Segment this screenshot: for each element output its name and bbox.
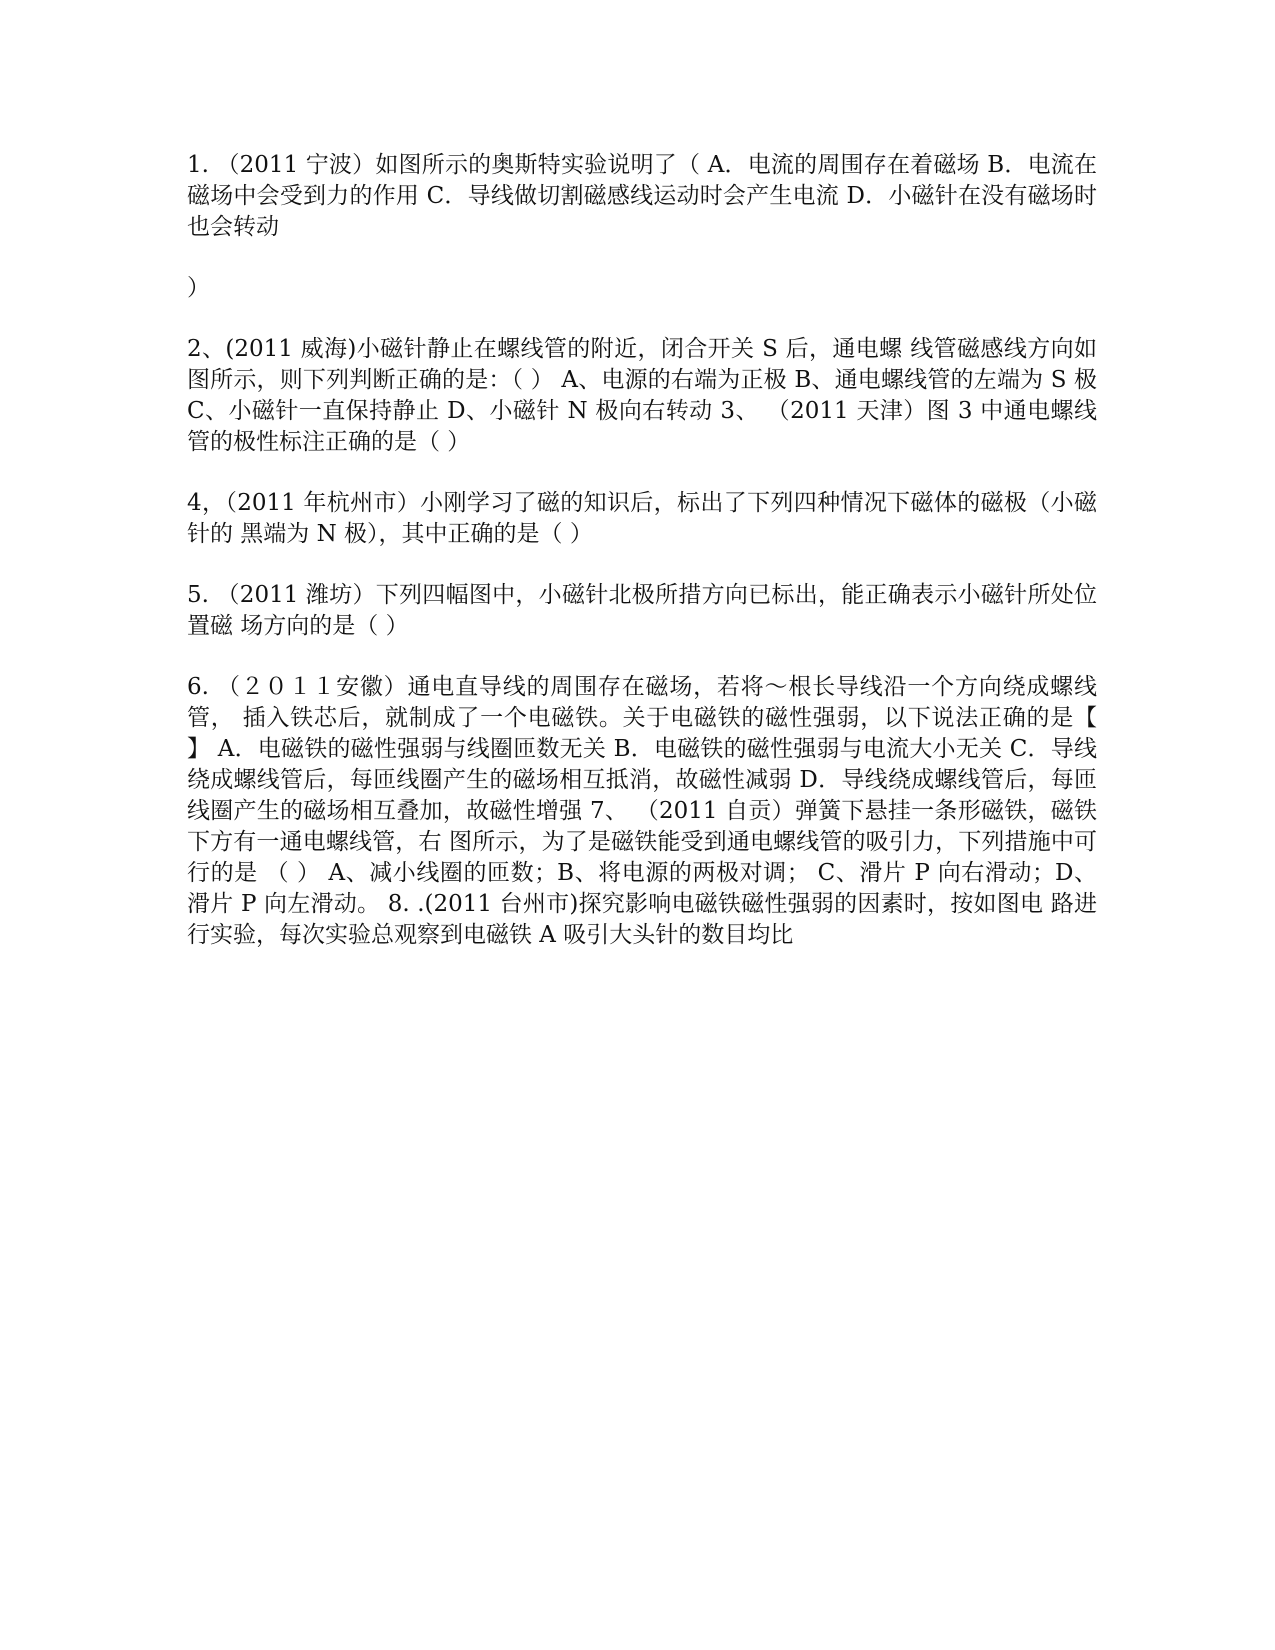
- question-1: 1. （2011 宁波）如图所示的奥斯特实验说明了（ A．电流的周围存在着磁场 B．电流在磁场中会受到力的作用 C．导线做切割磁感线运动时会产生电流 D．小磁针在没有磁场时也会转动: [187, 152, 1097, 240]
- questions-6-8: 6. （２０１１安徽）通电直导线的周围存在磁场，若将～根长导线沿一个方向绕成螺线管， 插入铁芯后，就制成了一个电磁铁。关于电磁铁的磁性强弱，以下说法正确的是【 】 A．电磁铁的磁性强弱与线圈匝数无关 B．电磁铁的磁性强弱与电流大小无关 C．导线绕成螺线管后，每匝线圈产生的磁场相互抵消，故磁性减弱 D．导线绕成螺线管后，每匝线圈产生的磁场相互叠加，故磁性增强 7、 （2011 自贡）弹簧下悬挂一条形磁铁，磁铁下方有一通电螺线管，右 图所示，为了是磁铁能受到通电螺线管的吸引力，下列措施中可行的是 （ ） A、减小线圈的匝数；B、将电源的两极对调； C、滑片 P 向右滑动；D、滑片 P 向左滑动。 8. .(2011 台州市)探究影响电磁铁磁性强弱的因素时，按如图电 路进行实验，每次实验总观察到电磁铁 A 吸引大头针的数目均比: [187, 674, 1097, 948]
- questions-2-3: 2、(2011 威海)小磁针静止在螺线管的附近，闭合开关 S 后，通电螺 线管磁感线方向如图所示，则下列判断正确的是：（ ） A、电源的右端为正极 B、通电螺线管的左端为 S 极 C、小磁针一直保持静止 D、小磁针 N 极向右转动 3、 （2011 天津）图 3 中通电螺线管的极性标注正确的是（ ）: [187, 336, 1097, 455]
- question-text-block: [187, 150, 1097, 981]
- question-5: 5. （2011 潍坊）下列四幅图中，小磁针北极所措方向已标出，能正确表示小磁针所处位置磁 场方向的是（ ）: [187, 582, 1097, 639]
- question-4: 4，（2011 年杭州市）小刚学习了磁的知识后，标出了下列四种情况下磁体的磁极（小磁针的 黑端为 N 极），其中正确的是（ ）: [187, 490, 1097, 547]
- question-1-closing-paren: ）: [187, 275, 210, 301]
